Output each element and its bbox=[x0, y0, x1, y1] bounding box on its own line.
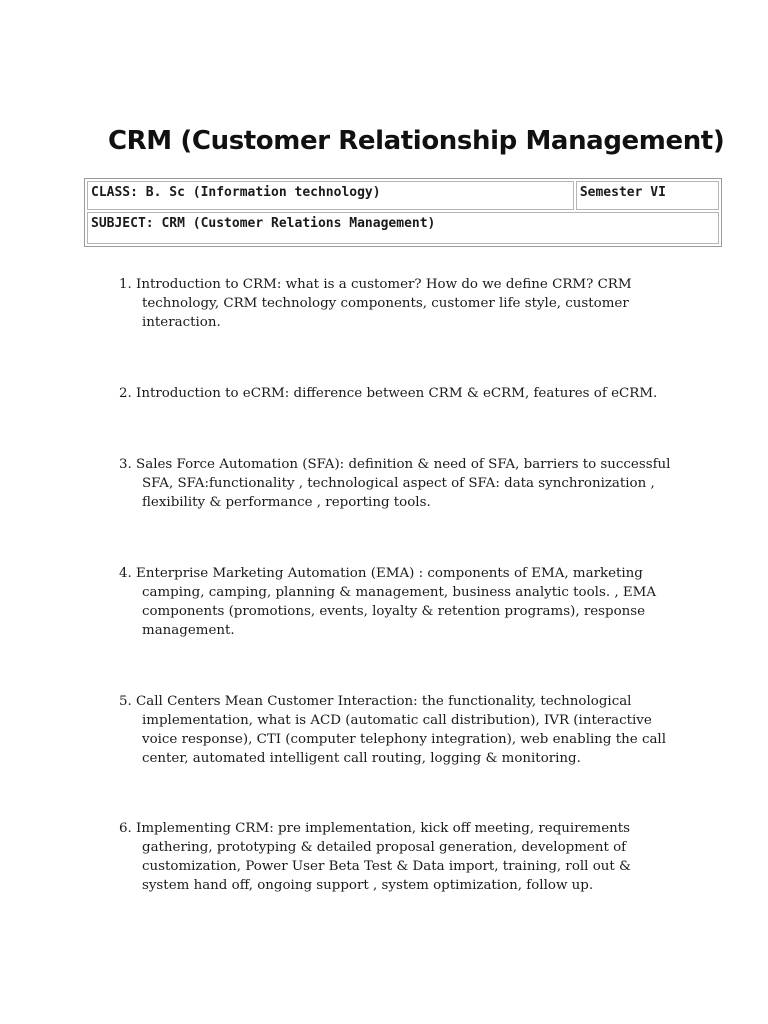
syllabus-topic bbox=[119, 692, 679, 768]
syllabus-topic bbox=[119, 819, 679, 895]
topic-number: 5. bbox=[119, 694, 137, 709]
topic-text: Enterprise Marketing Automation (EMA) : components of EMA, marketing camping, camping, planning & management, business analytic tools. , EMA components (promotions, events, loyalty & retention programs), response management. bbox=[136, 566, 657, 638]
class-cell: CLASS: B. Sc (Information technology) bbox=[87, 181, 574, 210]
topic-text: Sales Force Automation (SFA): definition & need of SFA, barriers to successful SFA, SFA:functionality , technological aspect of SFA: data synchronization , flexibility & performance , reporting tools. bbox=[136, 457, 671, 510]
subject-cell: SUBJECT: CRM (Customer Relations Management) bbox=[87, 212, 719, 244]
topic-number: 4. bbox=[119, 566, 137, 581]
syllabus-topic bbox=[119, 564, 679, 640]
page-title: CRM (Customer Relationship Management) bbox=[108, 126, 725, 156]
topic-text: Introduction to eCRM: difference between CRM & eCRM, features of eCRM. bbox=[136, 386, 658, 401]
course-info-table bbox=[84, 178, 722, 247]
syllabus-topic bbox=[119, 275, 679, 332]
topic-number: 1. bbox=[119, 277, 137, 292]
semester-cell: Semester VI bbox=[576, 181, 719, 210]
topic-text: Call Centers Mean Customer Interaction: the functionality, technological implementation, what is ACD (automatic call distribution), IVR (interactive voice response), CTI (computer telephony integration), web enabling the call center, automated intelligent call routing, logging & monitoring. bbox=[136, 694, 666, 766]
topic-number: 6. bbox=[119, 821, 137, 836]
topic-text: Implementing CRM: pre implementation, kick off meeting, requirements gathering, prototyping & detailed proposal generation, development of customization, Power User Beta Test & Data import, training, roll out & system hand off, ongoing support , system optimization, follow up. bbox=[136, 821, 631, 893]
topic-number: 2. bbox=[119, 386, 137, 401]
syllabus-topic bbox=[119, 384, 679, 403]
topic-text: Introduction to CRM: what is a customer? How do we define CRM? CRM technology, CRM technology components, customer life style, customer interaction. bbox=[136, 277, 632, 330]
topic-number: 3. bbox=[119, 457, 137, 472]
subject-row bbox=[87, 212, 719, 244]
syllabus-topic bbox=[119, 455, 679, 512]
class-row bbox=[87, 181, 719, 210]
